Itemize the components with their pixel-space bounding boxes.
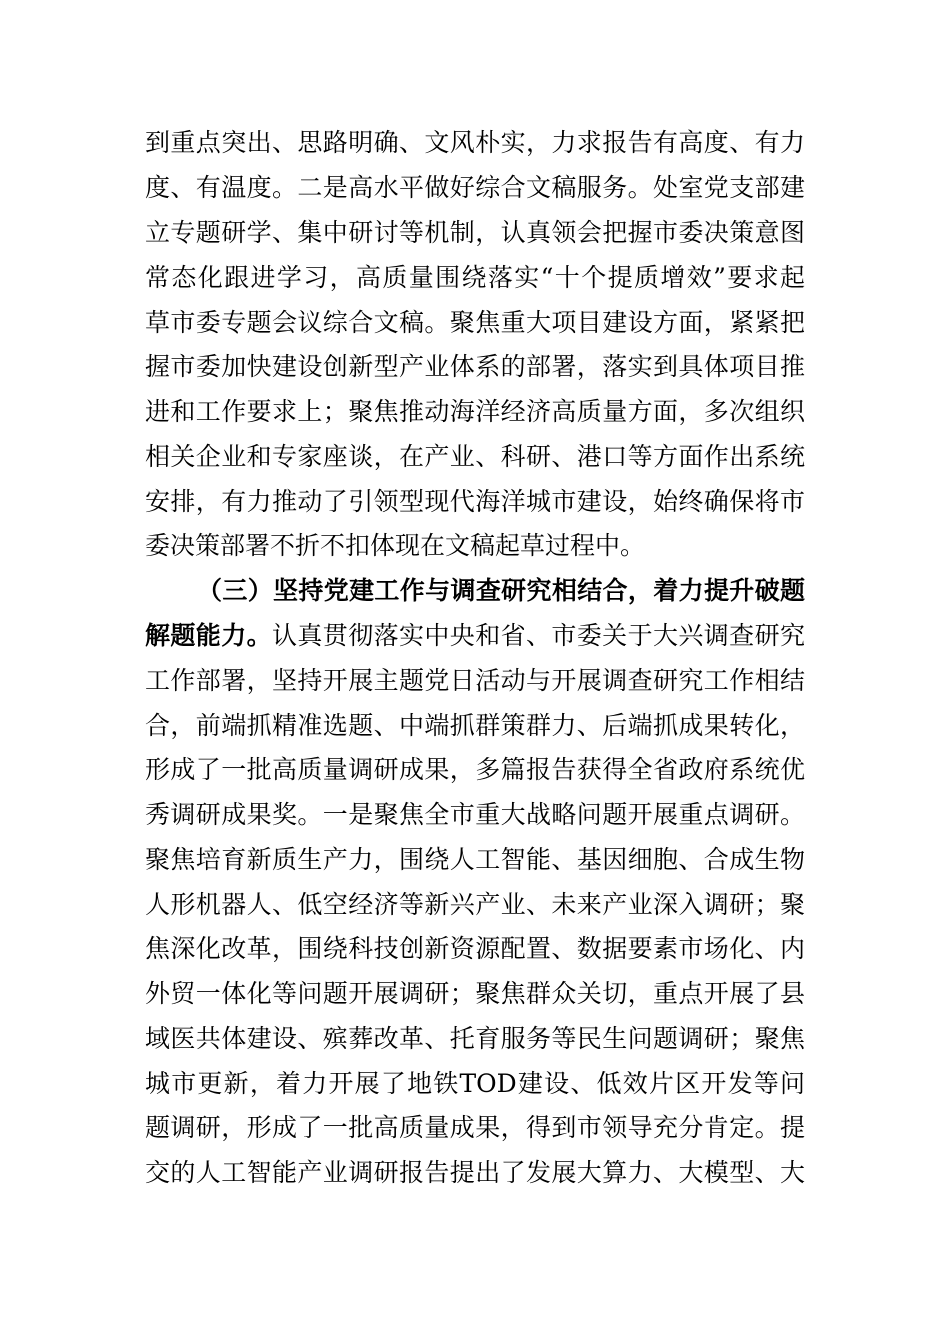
text-line-4: 常态化跟进学习，高质量围绕落实“十个提质增效”要求起 — [145, 263, 805, 292]
text-line-6: 握市委加快建设创新型产业体系的部署，落实到具体项目推 — [145, 352, 805, 381]
text-line-23: 题调研，形成了一批高质量成果，得到市领导充分肯定。提 — [145, 1113, 805, 1142]
section-heading-3-continued: 解题能力。 — [145, 621, 272, 650]
text-line-21: 域医共体建设、殡葬改革、托育服务等民生问题调研；聚焦 — [145, 1024, 805, 1053]
section-heading-3: （三）坚持党建工作与调查研究相结合，着力提升破题 — [197, 576, 805, 605]
text-line-17: 聚焦培育新质生产力，围绕人工智能、基因细胞、合成生物 — [145, 845, 805, 874]
text-line-13: 工作部署，坚持开展主题党日活动与开展调查研究工作相结 — [145, 666, 805, 695]
text-line-12 — [145, 613, 805, 659]
text-line-7: 进和工作要求上；聚焦推动海洋经济高质量方面，多次组织 — [145, 397, 805, 426]
text-line-10: 委决策部署不折不扣体现在文稿起草过程中。 — [145, 531, 646, 560]
text-line-16: 秀调研成果奖。一是聚焦全市重大战略问题开展重点调研。 — [145, 800, 805, 829]
text-line-8: 相关企业和专家座谈，在产业、科研、港口等方面作出系统 — [145, 442, 805, 471]
text-line-19: 焦深化改革，围绕科技创新资源配置、数据要素市场化、内 — [145, 934, 805, 963]
text-line-15: 形成了一批高质量调研成果，多篇报告获得全省政府系统优 — [145, 755, 805, 784]
text-line-12-body: 认真贯彻落实中央和省、市委关于大兴调查研究 — [272, 621, 805, 650]
text-line-1: 到重点突出、思路明确、文风朴实，力求报告有高度、有力 — [145, 128, 805, 157]
text-line-2: 度、有温度。二是高水平做好综合文稿服务。处室党支部建 — [145, 173, 805, 202]
text-line-24: 交的人工智能产业调研报告提出了发展大算力、大模型、大 — [145, 1158, 805, 1187]
text-line-3: 立专题研学、集中研讨等机制，认真领会把握市委决策意图 — [145, 218, 805, 247]
text-line-14: 合，前端抓精准选题、中端抓群策群力、后端抓成果转化， — [145, 711, 805, 740]
text-line-5: 草市委专题会议综合文稿。聚焦重大项目建设方面，紧紧把 — [145, 308, 805, 337]
text-line-20: 外贸一体化等问题开展调研；聚焦群众关切，重点开展了县 — [145, 979, 805, 1008]
text-line-18: 人形机器人、低空经济等新兴产业、未来产业深入调研；聚 — [145, 890, 805, 919]
text-line-9: 安排，有力推动了引领型现代海洋城市建设，始终确保将市 — [145, 487, 805, 516]
text-line-22: 城市更新，着力开展了地铁TOD建设、低效片区开发等问 — [145, 1069, 805, 1098]
